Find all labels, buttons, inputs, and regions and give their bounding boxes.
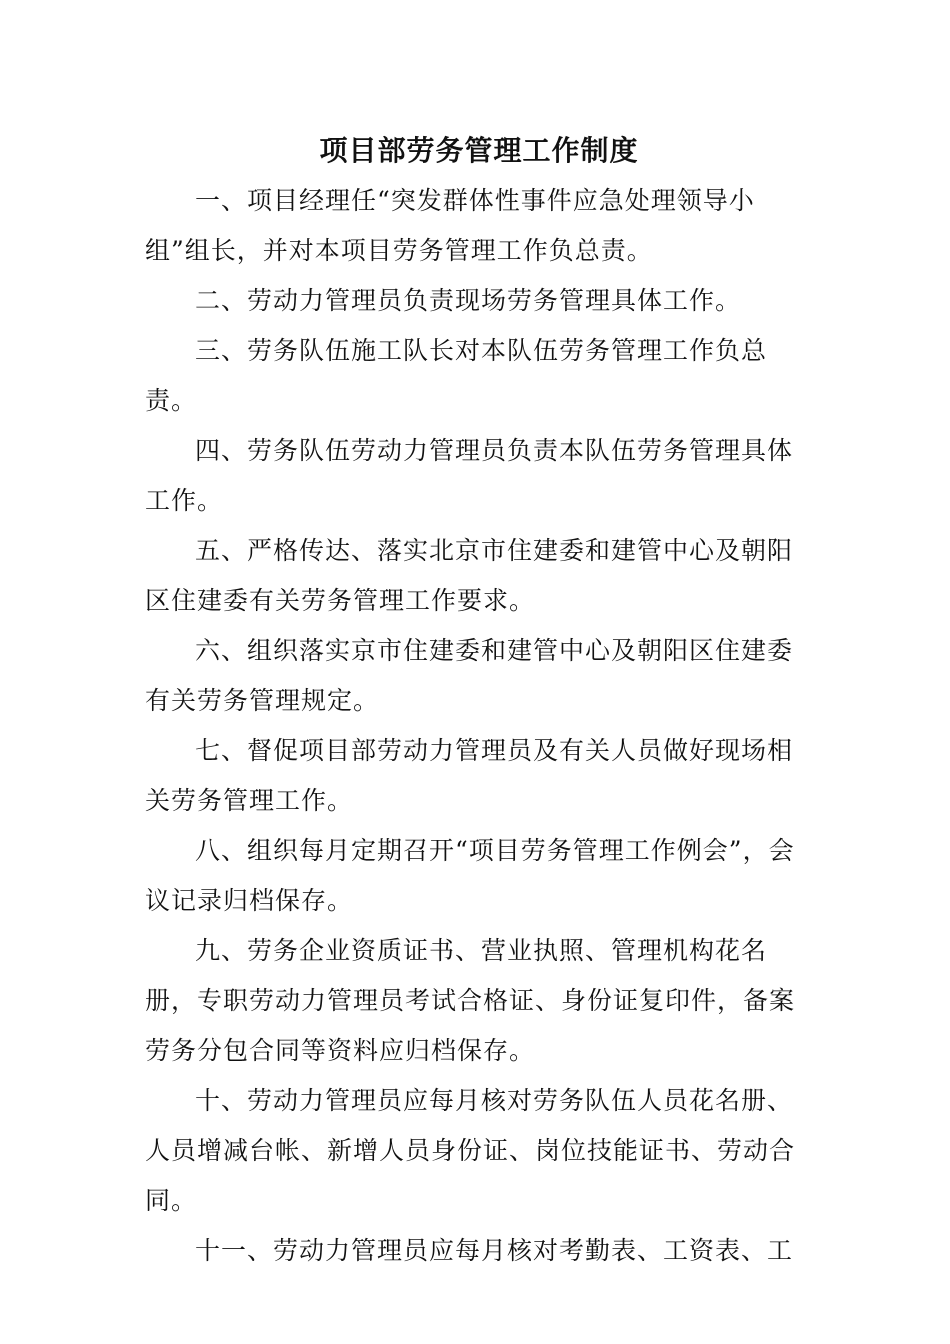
- paragraph-7: 七、督促项目部劳动力管理员及有关人员做好现场相关劳务管理工作。: [145, 736, 794, 815]
- paragraph-4: 四、劳务队伍劳动力管理员负责本队伍劳务管理具体工作。: [145, 436, 794, 515]
- paragraph-9: 九、劳务企业资质证书、营业执照、管理机构花名册，专职劳动力管理员考试合格证、身份证复印件，备案劳务分包合同等资料应归档保存。: [145, 936, 796, 1065]
- paragraph-6: 六、组织落实京市住建委和建管中心及朝阳区住建委有关劳务管理规定。: [145, 636, 794, 715]
- paragraph-1: 一、项目经理任“突发群体性事件应急处理领导小组”组长，并对本项目劳务管理工作负总责。: [145, 186, 755, 265]
- paragraph-3: 三、劳务队伍施工队长对本队伍劳务管理工作负总责。: [145, 336, 768, 415]
- document-page: [145, 126, 813, 1276]
- paragraph-8: 八、组织每月定期召开“项目劳务管理工作例会”，会议记录归档保存。: [145, 836, 795, 915]
- document-title: 项目部劳务管理工作制度: [319, 134, 639, 167]
- paragraph-11: 十一、劳动力管理员应每月核对考勤表、工资表、工: [195, 1236, 794, 1265]
- paragraph-10: 十、劳动力管理员应每月核对劳务队伍人员花名册、人员增减台帐、新增人员身份证、岗位技能证书、劳动合同。: [145, 1086, 796, 1215]
- paragraph-2: 二、劳动力管理员负责现场劳务管理具体工作。: [195, 286, 742, 315]
- paragraph-5: 五、严格传达、落实北京市住建委和建管中心及朝阳区住建委有关劳务管理工作要求。: [145, 536, 794, 615]
